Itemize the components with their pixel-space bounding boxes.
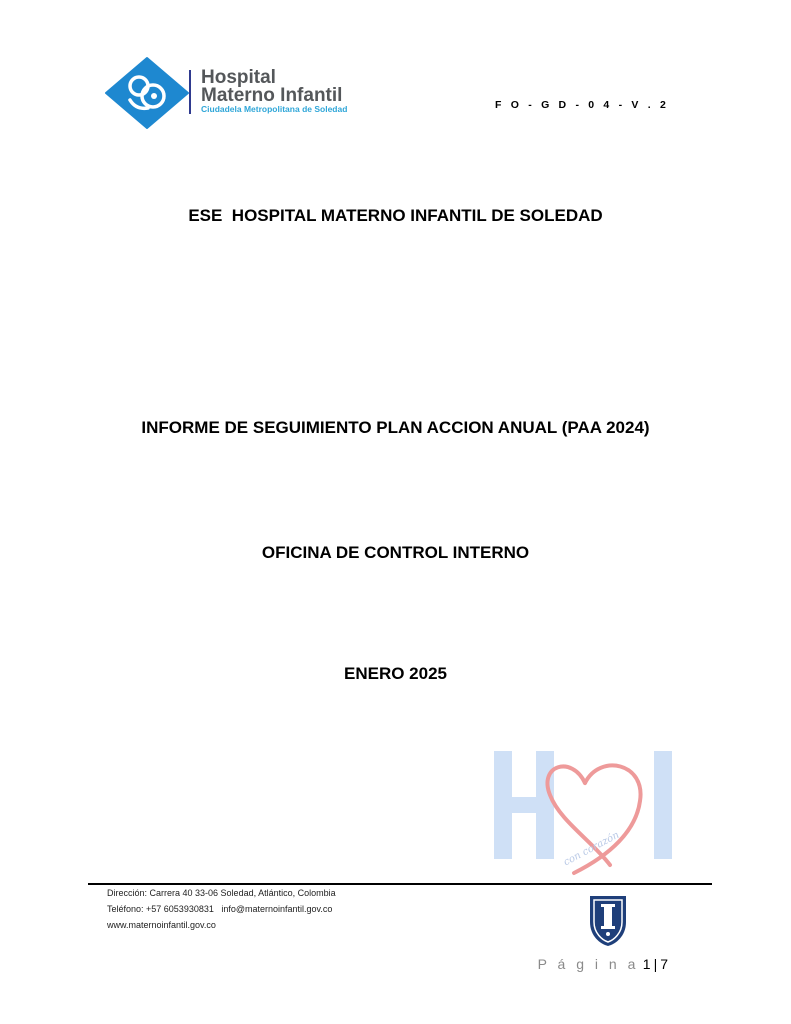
logo-name-line2: Materno Infantil <box>201 85 343 106</box>
page-separator: | <box>653 956 658 972</box>
footer-address: Dirección: Carrera 40 33-06 Soledad, Atlántico, Colombia <box>107 888 336 898</box>
document-code: F O - G D - 0 4 - V . 2 <box>495 99 669 111</box>
page-label: P á g i n a <box>537 956 639 972</box>
logo-tagline: Ciudadela Metropolitana de Soledad <box>201 104 348 114</box>
logo-name-line1: Hospital <box>201 67 276 88</box>
institution-title: ESE HOSPITAL MATERNO INFANTIL DE SOLEDAD <box>188 206 603 225</box>
date-title: ENERO 2025 <box>344 664 447 683</box>
hmi-heart-logo-icon <box>490 745 680 885</box>
watermark-script-text: con corazón <box>561 829 622 869</box>
hospital-diamond-icon <box>104 56 190 130</box>
report-title: INFORME DE SEGUIMIENTO PLAN ACCION ANUAL (PAA 2024) <box>141 418 650 437</box>
page-current: 1 <box>642 956 651 972</box>
office-title: OFICINA DE CONTROL INTERNO <box>261 543 530 562</box>
page-number <box>538 956 668 972</box>
footer-website: www.maternoinfantil.gov.co <box>107 920 216 930</box>
municipal-seal-icon <box>584 892 632 948</box>
footer-phone-email: Teléfono: +57 6053930831 info@maternoinfantil.gov.co <box>107 904 333 914</box>
page-total: 7 <box>660 956 668 972</box>
footer-divider <box>88 883 712 885</box>
logo-divider <box>189 70 191 114</box>
